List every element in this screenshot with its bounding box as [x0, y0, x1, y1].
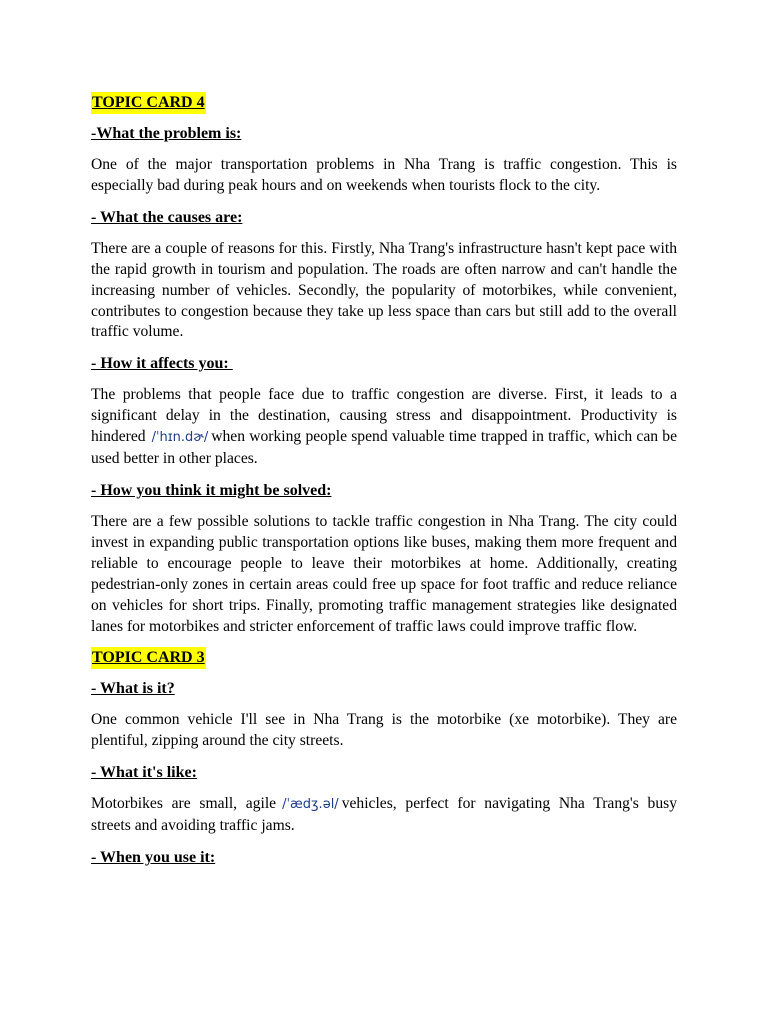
heading-how-it-affects-you: - How it affects you:	[91, 355, 233, 373]
paragraph-solutions: There are a few possible solutions to tackle traffic congestion in Nha Trang. The city could invest in expanding public transportation options like buses, making them more frequent and reliable to encourage people to leave their motorbikes at home. Additionally, creating pedestrian-only zones in certain areas could free up space for foot traffic and reduce reliance on vehicles for short trips. Finally, promoting traffic management strategies like designated lanes for motorbikes and stricter enforcement of traffic laws could improve traffic flow.	[91, 512, 677, 635]
paragraph-causes: There are a couple of reasons for this. Firstly, Nha Trang's infrastructure hasn't kept pace with the rapid growth in tourism and population. The roads are often narrow and can't handle the increasing number of vehicles. Secondly, the popularity of motorbikes, while convenient, contributes to congestion because they take up less space than cars but still add to the overall traffic volume.	[91, 239, 677, 341]
paragraph-like-start: Motorbikes are small, agile	[91, 795, 277, 813]
heading-how-it-might-be-solved: - How you think it might be solved:	[91, 481, 332, 499]
topic-card-4	[91, 92, 677, 637]
paragraph-what-is-it: One common vehicle I'll see in Nha Trang is the motorbike (xe motorbike). They are plentiful, zipping around the city streets.	[91, 711, 677, 750]
paragraph-like-end: vehicles, perfect for navigating Nha Trang's busy streets and avoiding traffic jams.	[91, 795, 677, 835]
heading-what-the-problem-is: -What the problem is:	[91, 125, 242, 142]
paragraph-effects-start: The problems that people face due to traffic congestion are diverse. First, it leads to a significant delay in the destination, causing stress and disappointment. Productivity is hindered	[91, 386, 677, 446]
topic-card-3-title: TOPIC CARD 3	[91, 647, 206, 669]
paragraph-what-its-like	[91, 794, 677, 837]
topic-card-3	[91, 647, 677, 869]
topic-card-4-title: TOPIC CARD 4	[91, 92, 206, 114]
paragraph-effects	[91, 385, 677, 470]
paragraph-effects-end: when working people spend valuable time trapped in traffic, which can be used better in other places.	[91, 428, 677, 468]
heading-when-you-use-it: - When you use it:	[91, 849, 216, 867]
ipa-agile: /ˈædʒ.əl/	[282, 797, 339, 813]
heading-what-is-it: - What is it?	[91, 680, 175, 698]
heading-what-its-like: - What it's like:	[91, 764, 197, 782]
ipa-hindered: /ˈhɪn.dɚ/	[151, 430, 209, 446]
heading-what-the-causes-are: - What the causes are:	[91, 208, 243, 226]
paragraph-problem: One of the major transportation problems in Nha Trang is traffic congestion. This is especially bad during peak hours and on weekends when tourists flock to the city.	[91, 156, 677, 194]
document-page	[91, 92, 677, 879]
